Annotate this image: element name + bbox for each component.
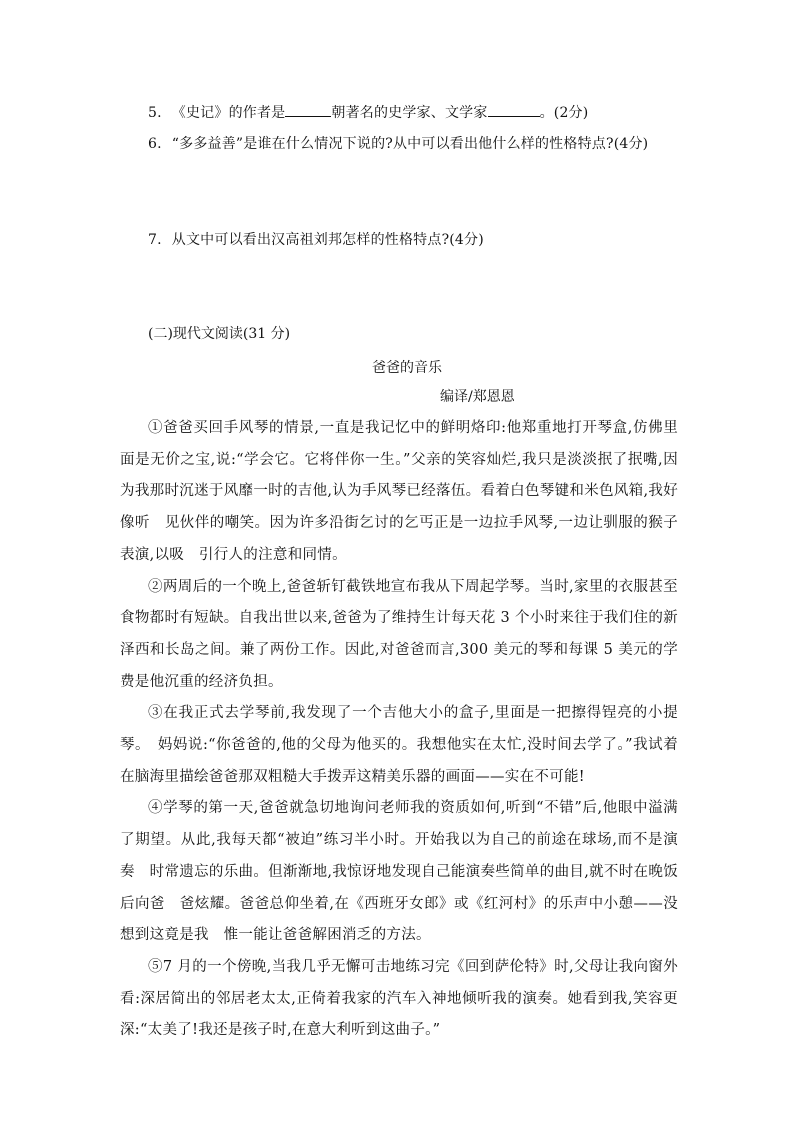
question-text: “多多益善”是谁在什么情况下说的?从中可以看出他什么样的性格特点?(4分) — [171, 136, 649, 152]
section-heading: (二)现代文阅读(31 分) — [148, 326, 291, 342]
article-paragraph: ④学琴的第一天,爸爸就急切地询问老师我的资质如何,听到“不错”后,他眼中溢满 了期望。从此,我每天都“被迫”练习半小时。开始我以为自己的前途在球场,而不是演奏 时常遗忘的乐曲。但渐渐地,我惊讶地发现自己能演奏些简单的曲目,就不时在晚饭后向爸 爸炫耀。爸爸总仰坐着,在《西班牙女郎》或《红河村》的乐声中小憩——没想到这竟是我 惟一能让爸爸解困消乏的方法。 — [120, 800, 693, 944]
question-number: 5. — [148, 105, 162, 121]
question-text-before: 《史记》的作者是 — [171, 105, 286, 121]
article-title: 爸爸的音乐 — [372, 360, 442, 376]
answer-blank — [285, 102, 331, 117]
answer-blank — [488, 102, 540, 117]
question-text: 从文中可以看出汉高祖刘邦怎样的性格特点?(4分) — [171, 232, 484, 248]
article-paragraph: ⑤7 月的一个傍晚,当我几乎无懈可击地练习完《回到萨伦特》时,父母让我向窗外看:深居简出的邻居老太太,正倚着我家的汽车入神地倾听我的演奏。她看到我,笑容更深:“太美了!我还是孩子时,在意大利听到这曲子。” — [120, 958, 678, 1039]
question-text-middle: 朝著名的史学家、文学家 — [331, 105, 488, 121]
question-number: 7. — [148, 232, 162, 248]
article-paragraph: ②两周后的一个晚上,爸爸斩钉截铁地宣布我从下周起学琴。当时,家里的衣服甚至食物都时有短缺。自我出世以来,爸爸为了维持生计每天花 3 个小时来往于我们住的新泽西和长岛之间。兼了两份工作。因此,对爸爸而言,300 美元的琴和每课 5 美元的学费是他沉重的经济负担。 — [120, 578, 678, 690]
article-paragraph: ①爸爸买回手风琴的情景,一直是我记忆中的鲜明烙印:他郑重地打开琴盒,仿佛里面是无价之宝,说:“学会它。它将伴你一生。”父亲的笑容灿烂,我只是淡淡抿了抿嘴,因为我那时沉迷于风靡一时的吉他,认为手风琴已经落伍。看着白色琴键和米色风箱,我好像听 见伙伴的嘲笑。因为许多沿街乞讨的乞丐正是一边拉手风琴,一边让驯服的猴子表演,以吸 引行人的注意和同情。 — [120, 420, 678, 563]
question-text-after: 。(2分) — [539, 105, 589, 121]
question-5 — [148, 102, 588, 122]
question-7 — [148, 229, 484, 249]
question-number: 6. — [148, 136, 162, 152]
article-body — [120, 413, 693, 1047]
article-author: 编译/郑恩恩 — [440, 389, 515, 405]
question-6 — [148, 133, 648, 153]
article-paragraph: ③在我正式去学琴前,我发现了一个吉他大小的盒子,里面是一把擦得锃亮的小提琴。 妈妈说:“你爸爸的,他的父母为他买的。我想他实在太忙,没时间去学了。”我试着在脑海里描绘爸爸那双粗糙大手拨弄这精美乐器的画面——实在不可能! — [120, 705, 678, 785]
